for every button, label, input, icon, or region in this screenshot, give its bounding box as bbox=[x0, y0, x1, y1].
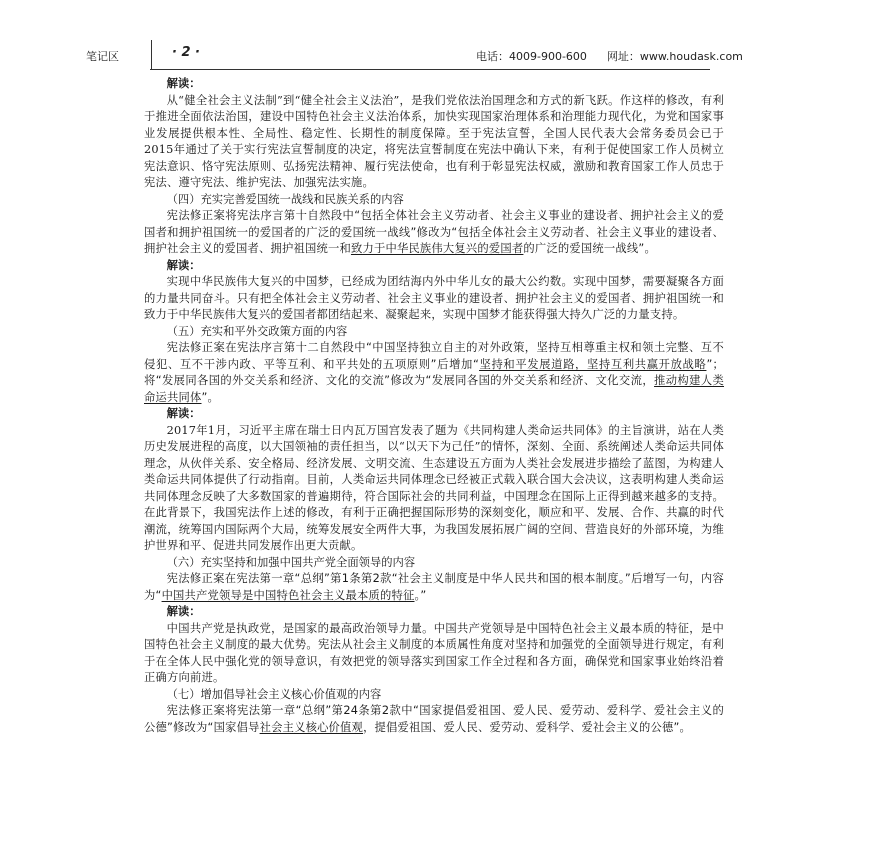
underlined-text: 坚持和平发展道路，坚持互利共赢开放战略 bbox=[479, 357, 707, 371]
amendment-paragraph bbox=[144, 571, 724, 604]
amendment-text: ”；将“发展同各国的外交关系和经济、文化的交流”修改为“发展同各国的外交关系和经济、文化交流， bbox=[144, 357, 724, 387]
interpretation-paragraph: 实现中华民族伟大复兴的中国梦，已经成为团结海内外中华儿女的最大公约数。实现中国梦，需要凝聚各方面的力量共同奋斗。只有把全体社会主义劳动者、社会主义事业的建设者、拥护社会主义的爱国者、拥护祖国统一和致力于中华民族伟大复兴的爱国者都团结起来、凝聚起来，实现中国梦才能获得强大持久广泛的力量支持。 bbox=[144, 275, 724, 321]
amendment-paragraph bbox=[144, 208, 724, 258]
page-number: · 2 · bbox=[172, 45, 200, 60]
phone-number: 电话：4009-900-600 bbox=[476, 50, 587, 63]
header-divider bbox=[151, 40, 152, 70]
amendment-text: 宪法修正案在宪法第一章“总纲”第1条第2款“社会主义制度是中华人民共和国的根本制度。”后增写一句，内容为“ bbox=[144, 572, 724, 602]
amendment-text: 的广泛的爱国统一战线”。 bbox=[523, 242, 656, 255]
section-heading: （六）充实坚持和加强中国共产党全面领导的内容 bbox=[166, 555, 416, 569]
header-contact bbox=[476, 48, 763, 64]
interpretation-paragraph: 2017年1月，习近平主席在瑞士日内瓦万国宫发表了题为《共同构建人类命运共同体》的主旨演讲，站在人类历史发展进程的高度，以大国领袖的责任担当，以“以天下为己任”的情怀，深刻、全面、系统阐述人类命运共同体理念，从伙伴关系、安全格局、经济发展、文明交流、生态建设五方面为人类社会发展进步描绘了蓝图，为构建人类命运共同体提供了行动指南。目前，人类命运共同体理念已经被正式载入联合国大会决议，这表明构建人类命运共同体理念反映了大多数国家的普遍期待，符合国际社会的共同利益，中国理念在国际上正得到越来越多的支持。在此背景下，我国宪法作上述的修改，有利于正确把握国际形势的深刻变化，顺应和平、发展、合作、共赢的时代潮流，统筹国内国际两个大局，统筹发展安全两件大事，为我国发展拓展广阔的空间、营造良好的外部环境，为维护世界和平、促进共同发展作出更大贡献。 bbox=[144, 423, 724, 552]
amendment-text: 宪法修正案将宪法序言第十自然段中“包括全体社会主义劳动者、社会主义事业的建设者、拥护社会主义的爱国者和拥护祖国统一的爱国者的广泛的爱国统一战线”修改为“包括全体社会主义劳动者、社会主义事业的建设者、拥护社会主义的爱国者、拥护祖国统一和 bbox=[144, 209, 724, 255]
interpretation-label: 解读： bbox=[166, 407, 201, 420]
amendment-paragraph bbox=[144, 340, 724, 406]
interpretation-label: 解读： bbox=[166, 77, 201, 90]
amendment-paragraph bbox=[144, 703, 724, 736]
header-rule bbox=[150, 69, 710, 70]
amendment-text: ”。 bbox=[201, 390, 220, 404]
interpretation-label: 解读： bbox=[166, 605, 201, 618]
website-link[interactable]: 网址：www.houdask.com bbox=[606, 50, 743, 63]
underlined-text: 社会主义核心价值观 bbox=[259, 720, 364, 734]
amendment-text: ，提倡爱祖国、爱人民、爱劳动、爱科学、爱社会主义的公德”。 bbox=[363, 720, 692, 734]
section-heading: （五）充实和平外交政策方面的内容 bbox=[166, 324, 348, 338]
underlined-text: 推动构建人类命运共同体 bbox=[144, 374, 725, 404]
underlined-text: 致力于中华民族伟大复兴的爱国者 bbox=[350, 242, 524, 255]
interpretation-paragraph: 中国共产党是执政党，是国家的最高政治领导力量。中国共产党领导是中国特色社会主义最本质的特征，是中国特色社会主义制度的最大优势。宪法从社会主义制度的本质属性角度对坚持和加强党的全面领导进行规定，有利于在全体人民中强化党的领导意识，有效把党的领导落实到国家工作全过程和各方面，确保党和国家事业始终沿着正确方向前进。 bbox=[144, 621, 724, 684]
page-content bbox=[144, 76, 724, 736]
section-heading: （四）充实完善爱国统一战线和民族关系的内容 bbox=[166, 192, 404, 206]
underlined-text: 中国共产党领导是中国特色社会主义最本质的特征 bbox=[161, 588, 415, 602]
amendment-text: 宪法修正案在宪法序言第十二自然段中“中国坚持独立自主的对外政策，坚持互相尊重主权和领土完整、互不侵犯、互不干涉内政、平等互利、和平共处的五项原则”后增加“ bbox=[144, 341, 724, 371]
section-label: 笔记区 bbox=[86, 50, 119, 63]
page-header bbox=[0, 0, 870, 70]
interpretation-label: 解读： bbox=[166, 258, 201, 272]
amendment-text: 。” bbox=[414, 588, 427, 602]
section-heading: （七）增加倡导社会主义核心价值观的内容 bbox=[166, 687, 382, 701]
interpretation-paragraph: 从“健全社会主义法制”到“健全社会主义法治”，是我们党依法治国理念和方式的新飞跃。作这样的修改，有利于推进全面依法治国，建设中国特色社会主义法治体系，加快实现国家治理体系和治理能力现代化，为党和国家事业发展提供根本性、全局性、稳定性、长期性的制度保障。至于宪法宣誓，全国人民代表大会常务委员会已于2015年通过了关于实行宪法宣誓制度的决定，将宪法宣誓制度在宪法中确认下来，有利于促使国家工作人员树立宪法意识、恪守宪法原则、弘扬宪法精神、履行宪法使命，也有利于彰显宪法权威，激励和教育国家工作人员忠于宪法、遵守宪法、维护宪法、加强宪法实施。 bbox=[144, 93, 724, 189]
amendment-text: 宪法修正案将宪法第一章“总纲”第24条第2款中“国家提倡爱祖国、爱人民、爱劳动、爱科学、爱社会主义的公德”修改为“国家倡导 bbox=[144, 704, 724, 734]
